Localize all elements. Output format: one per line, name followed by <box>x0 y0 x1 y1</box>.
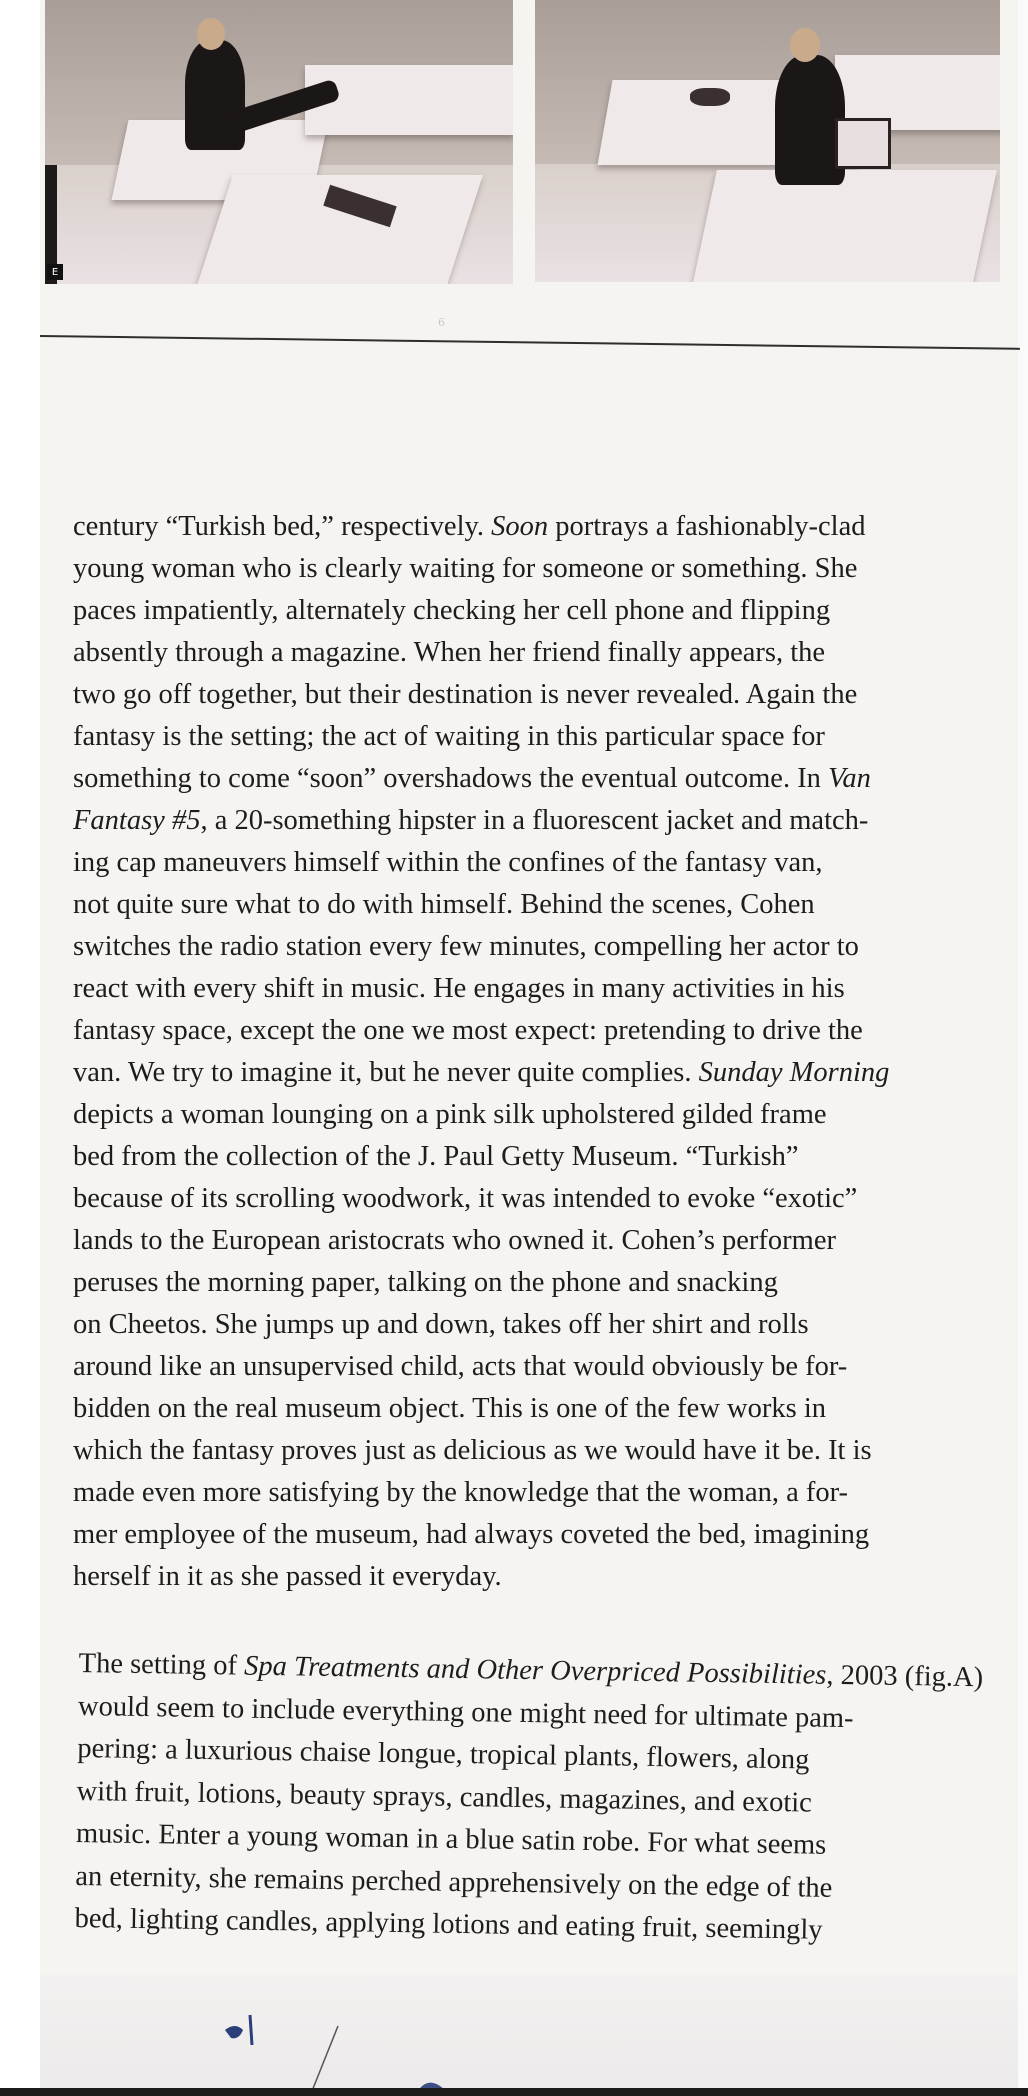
text-run: herself in it as she passed it everyday. <box>73 1561 502 1592</box>
text-run: , 2003 (fig.A) <box>826 1659 984 1694</box>
text-line <box>73 506 889 548</box>
photo-left-woman-on-bench <box>45 0 513 284</box>
text-line <box>73 1052 889 1094</box>
text-line <box>73 1430 889 1472</box>
italic-title: Spa Treatments and Other Overpriced Possibilities <box>243 1650 827 1691</box>
text-run: bed from the collection of the J. Paul Getty Museum. “Turkish” <box>73 1141 799 1172</box>
text-line <box>73 1304 889 1346</box>
text-run: pering: a luxurious chaise longue, tropical plants, flowers, along <box>77 1732 810 1776</box>
blue-ink-stroke <box>250 2015 252 2045</box>
photo-dark-object <box>690 88 730 106</box>
photo-figure <box>185 40 245 150</box>
photo-figure-head <box>790 28 820 62</box>
text-run: ing cap maneuvers himself within the confines of the fantasy van, <box>73 847 823 878</box>
text-line <box>73 884 889 926</box>
left-page-margin <box>0 0 40 2096</box>
blue-ink-mark <box>225 2026 243 2038</box>
photo-figure-head <box>197 18 225 50</box>
text-line <box>73 758 889 800</box>
text-run: lands to the European aristocrats who owned it. Cohen’s performer <box>73 1225 836 1256</box>
text-run: young woman who is clearly waiting for someone or something. She <box>73 553 858 584</box>
figure-label-e: E <box>47 264 63 280</box>
italic-title: Soon <box>491 511 549 542</box>
text-run: bed, lighting candles, applying lotions and eating fruit, seemingly <box>74 1902 823 1946</box>
text-line <box>73 1136 889 1178</box>
text-run: on Cheetos. She jumps up and down, takes off her shirt and rolls <box>73 1309 809 1340</box>
text-line <box>73 1094 889 1136</box>
text-line <box>73 842 889 884</box>
text-line <box>73 800 889 842</box>
text-run: van. We try to imagine it, but he never quite complies. <box>73 1057 699 1088</box>
text-line <box>73 1346 889 1388</box>
text-line <box>73 1010 889 1052</box>
text-line <box>73 716 889 758</box>
text-line <box>73 926 889 968</box>
text-run: react with every shift in music. He engages in many activities in his <box>73 973 845 1004</box>
text-run: an eternity, she remains perched apprehensively on the edge of the <box>75 1860 833 1904</box>
text-run: with fruit, lotions, beauty sprays, candles, magazines, and exotic <box>76 1775 813 1819</box>
text-run: which the fantasy proves just as delicious as we would have it be. It is <box>73 1435 872 1466</box>
text-run: would seem to include everything one might need for ultimate pam- <box>77 1690 854 1734</box>
text-run: absently through a magazine. When her friend finally appears, the <box>73 637 826 668</box>
text-line <box>73 1514 889 1556</box>
italic-title: Fantasy #5 <box>73 805 201 836</box>
text-run: made even more satisfying by the knowledge that the woman, a for- <box>73 1477 849 1508</box>
text-line <box>73 968 889 1010</box>
text-run: because of its scrolling woodwork, it was intended to evoke “exotic” <box>73 1183 858 1214</box>
text-run: , a 20-something hipster in a fluorescent jacket and match- <box>200 805 869 836</box>
right-page-margin <box>1018 0 1028 2096</box>
text-run: bidden on the real museum object. This is one of the few works in <box>73 1393 826 1424</box>
text-run: century “Turkish bed,” respectively. <box>73 511 492 542</box>
text-run: paces impatiently, alternately checking her cell phone and flipping <box>73 595 831 626</box>
text-run: depicts a woman lounging on a pink silk upholstered gilded frame <box>73 1099 827 1130</box>
text-run: The setting of <box>78 1647 245 1682</box>
text-line <box>73 1220 889 1262</box>
text-run: around like an unsupervised child, acts that would obviously be for- <box>73 1351 848 1382</box>
pencil-line <box>310 2026 338 2096</box>
text-run: mer employee of the museum, had always coveted the bed, imagining <box>73 1519 870 1550</box>
text-line <box>73 1262 889 1304</box>
page-number: 6 <box>438 316 445 329</box>
text-line <box>73 1472 889 1514</box>
text-line <box>73 1556 889 1598</box>
bottom-illustration <box>40 1975 1018 2096</box>
italic-title: Van <box>828 763 871 794</box>
text-run: switches the radio station every few minutes, compelling her actor to <box>73 931 859 962</box>
bottom-edge-bar <box>0 2088 1028 2096</box>
text-run: music. Enter a young woman in a blue satin robe. For what seems <box>75 1817 827 1861</box>
bottom-sketch <box>40 1975 1018 2096</box>
text-run: not quite sure what to do with himself. Behind the scenes, Cohen <box>73 889 815 920</box>
section-divider <box>40 335 1020 350</box>
text-line <box>73 1388 889 1430</box>
text-line <box>73 590 889 632</box>
photo-magazine <box>835 118 891 169</box>
text-line <box>73 674 889 716</box>
text-line <box>73 548 889 590</box>
text-run: two go off together, but their destination is never revealed. Again the <box>73 679 858 710</box>
text-run: portrays a fashionably-clad <box>548 511 866 542</box>
italic-title: Sunday Morning <box>698 1057 890 1088</box>
text-run: fantasy space, except the one we most expect: pretending to drive the <box>73 1015 863 1046</box>
photo-table <box>693 170 997 282</box>
photo-right-woman-reading <box>535 0 1000 282</box>
body-paragraph-2 <box>74 1643 983 1955</box>
text-run: peruses the morning paper, talking on the phone and snacking <box>73 1267 778 1298</box>
text-line <box>73 1178 889 1220</box>
text-line <box>73 632 889 674</box>
text-run: fantasy is the setting; the act of waiting in this particular space for <box>73 721 825 752</box>
body-paragraph-1 <box>73 506 889 1598</box>
text-run: something to come “soon” overshadows the eventual outcome. In <box>73 763 829 794</box>
